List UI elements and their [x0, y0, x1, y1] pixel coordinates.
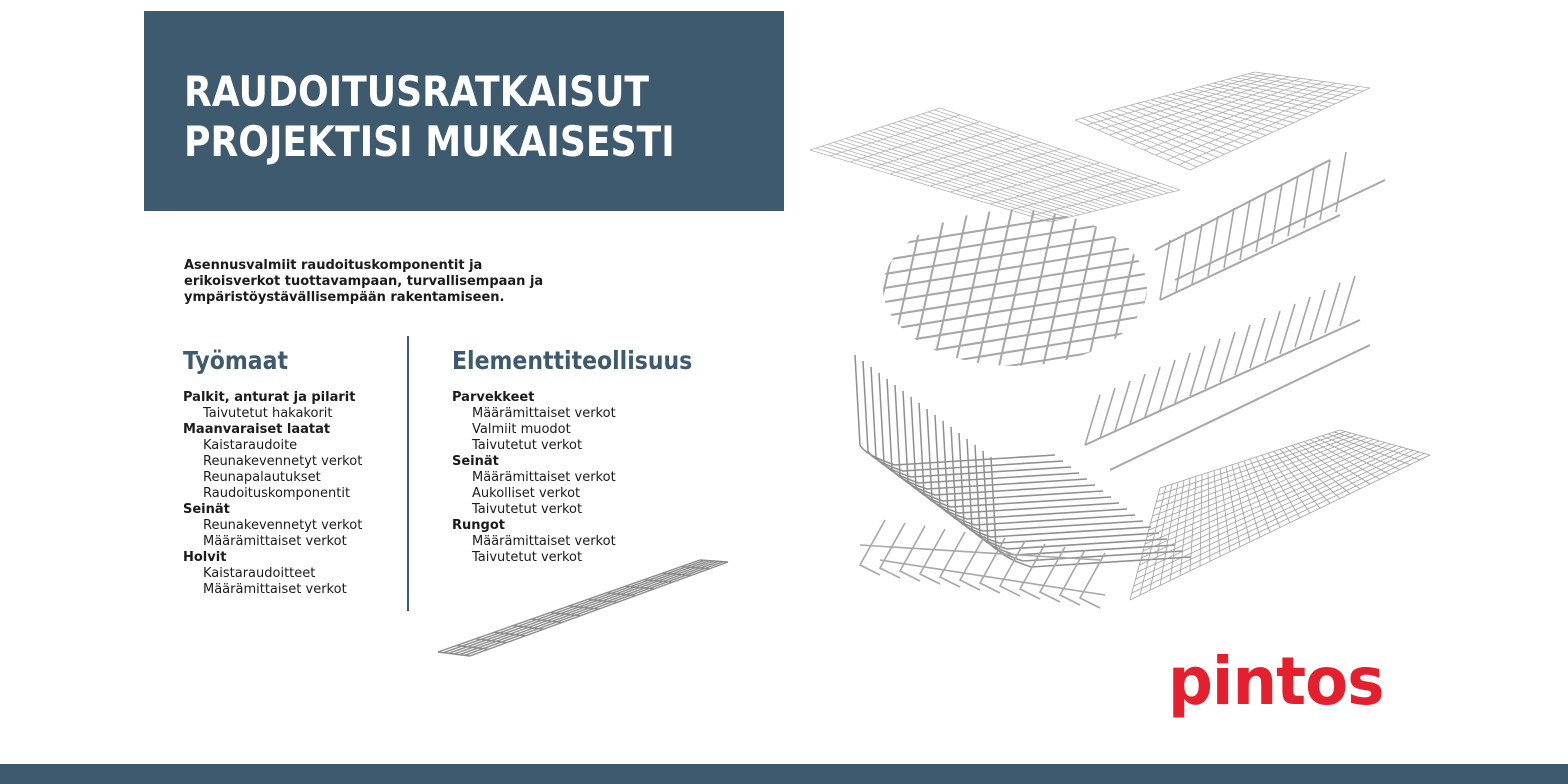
list-item: Määrämittaiset verkot	[472, 534, 616, 549]
list-group-title: Seinät	[452, 454, 499, 469]
column-elementtiteollisuus	[452, 346, 725, 566]
intro-line-2: erikoisverkot tuottavampaan, turvallisempaan ja	[184, 274, 544, 289]
intro-text	[184, 258, 604, 306]
list-item: Taivutetut verkot	[472, 550, 583, 565]
list-item: Taivutetut verkot	[472, 438, 583, 453]
title-line-1: RAUDOITUSRATKAISUT	[184, 67, 650, 116]
title-line-2: PROJEKTISI MUKAISESTI	[184, 117, 675, 166]
list-group-title: Palkit, anturat ja pilarit	[183, 390, 356, 405]
list-item: Määrämittaiset verkot	[203, 582, 347, 597]
list-item: Määrämittaiset verkot	[472, 406, 616, 421]
tyomaat-list	[183, 390, 362, 598]
list-item: Määrämittaiset verkot	[203, 534, 347, 549]
list-item: Määrämittaiset verkot	[472, 470, 616, 485]
list-item: Raudoituskomponentit	[203, 486, 351, 501]
column-tyomaat	[183, 346, 362, 598]
column-heading-tyomaat: Työmaat	[183, 346, 288, 375]
page-title	[184, 67, 675, 167]
list-item: Kaistaraudoite	[203, 438, 298, 453]
hero-banner	[144, 11, 784, 211]
list-item: Taivutetut verkot	[472, 502, 583, 517]
column-heading-elementtiteollisuus: Elementtiteollisuus	[452, 346, 693, 375]
list-item: Aukolliset verkot	[472, 486, 581, 501]
list-group-title: Rungot	[452, 518, 505, 533]
column-divider	[407, 336, 409, 611]
list-item: Valmiit muodot	[472, 422, 571, 437]
elementtiteollisuus-list	[452, 390, 725, 566]
list-group-title: Maanvaraiset laatat	[183, 422, 331, 437]
list-group-title: Holvit	[183, 550, 227, 565]
list-group-title: Seinät	[183, 502, 230, 517]
list-item: Kaistaraudoitteet	[203, 566, 316, 581]
intro-line-3: ympäristöystävällisempään rakentamiseen.	[184, 290, 505, 305]
list-item: Taivutetut hakakorit	[203, 406, 333, 421]
list-item: Reunakevennetyt verkot	[203, 518, 363, 533]
list-item: Reunapalautukset	[203, 470, 321, 485]
list-group-title: Parvekkeet	[452, 390, 535, 405]
list-item: Reunakevennetyt verkot	[203, 454, 363, 469]
intro-line-1: Asennusvalmiit raudoituskomponentit ja	[184, 258, 483, 273]
pintos-logo: pintos	[1168, 643, 1384, 720]
footer-band	[0, 764, 1568, 784]
